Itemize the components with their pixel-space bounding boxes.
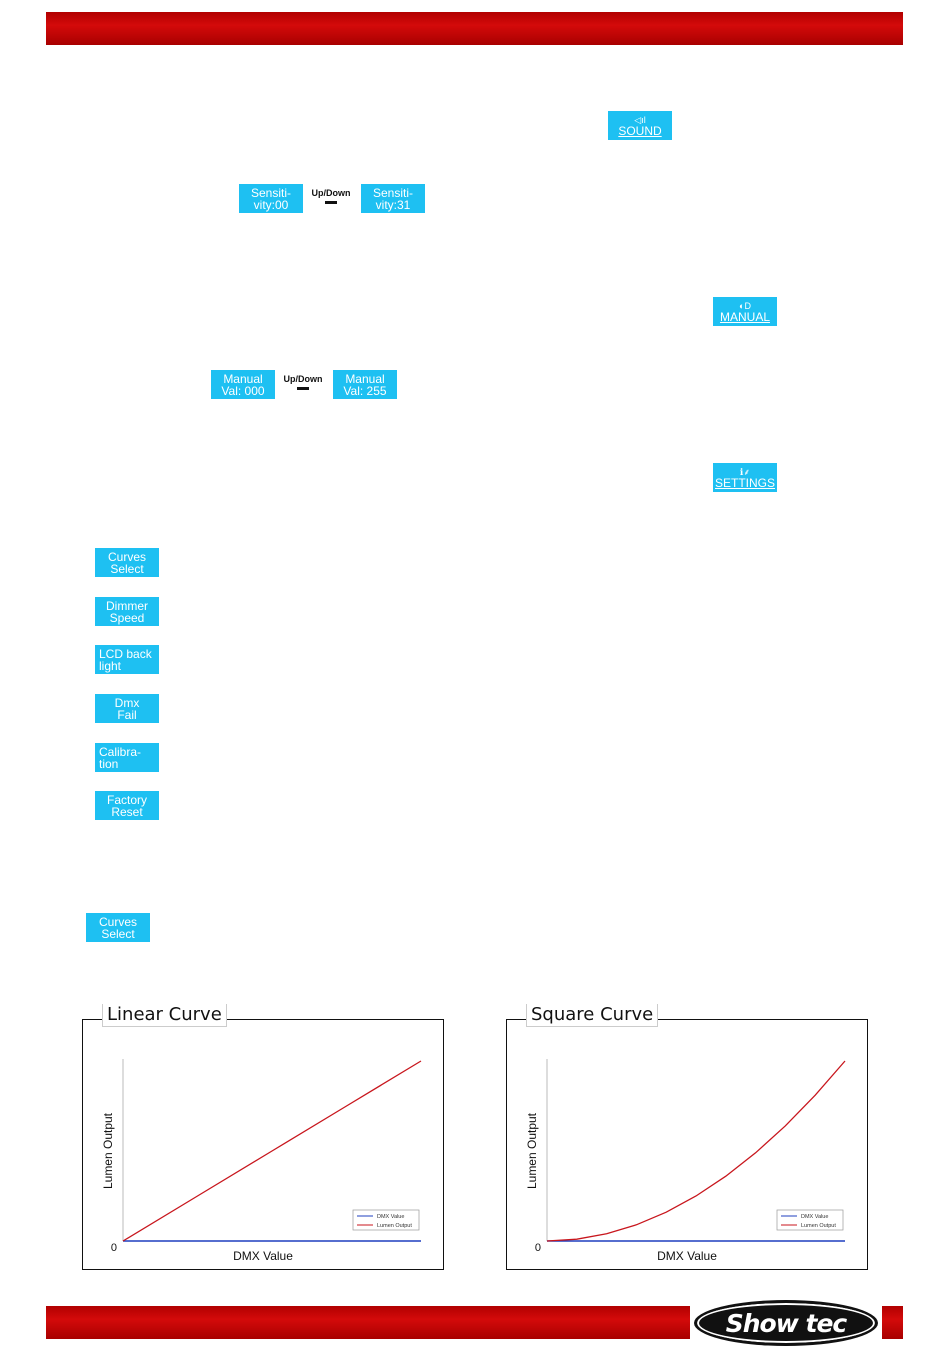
wrench-icon: ℹ⸙ [739, 466, 751, 477]
lcd-curves-select-2 [86, 913, 150, 942]
lcd-line-2: Select [110, 561, 144, 576]
lcd-line-2: Val: 255 [343, 383, 387, 398]
lcd-sensitivity-min [239, 184, 303, 213]
logo-oval [694, 1300, 878, 1346]
lcd-line-2: light [99, 658, 122, 673]
lcd-line-1: Sensiti- [250, 185, 291, 200]
square-curve-plot [507, 1020, 867, 1269]
lcd-manual-max [333, 370, 397, 399]
lcd-backlight [95, 645, 159, 674]
square-curve-title: Square Curve [526, 1004, 658, 1027]
linear-curve-chart [82, 1019, 444, 1270]
logo-text: Show tec [725, 1308, 847, 1338]
lcd-line-1: Curves [98, 914, 137, 929]
lcd-label: MANUAL [719, 309, 770, 324]
lcd-line-1: Curves [107, 549, 146, 564]
header-bar [46, 12, 903, 45]
y-axis-label: Lumen Output [101, 1112, 115, 1190]
up-down-indicator [278, 374, 328, 390]
up-down-label: Up/Down [311, 188, 351, 198]
lcd-manual-min [211, 370, 275, 399]
square-curve-chart [506, 1019, 868, 1270]
linear-curve-title: Linear Curve [102, 1004, 227, 1027]
half-circle-icon: ◐D [739, 300, 751, 311]
lcd-line-1: LCD back [99, 646, 152, 661]
lcd-sensitivity-max [361, 184, 425, 213]
lcd-curves-select [95, 548, 159, 577]
lcd-line-1: Manual [223, 371, 263, 386]
lcd-line-2: tion [99, 756, 119, 771]
lcd-label: SETTINGS [714, 475, 775, 490]
lcd-line-1: Manual [345, 371, 385, 386]
x-axis-label: DMX Value [233, 1249, 293, 1263]
lcd-line-2: vity:00 [253, 197, 289, 212]
lcd-dmx-fail [95, 694, 159, 723]
lcd-line-2: Reset [111, 804, 143, 819]
lcd-label: SOUND [618, 123, 662, 138]
lcd-sound-display [608, 111, 672, 140]
lcd-line-1: Calibra- [99, 744, 142, 759]
lcd-line-2: vity:31 [375, 197, 411, 212]
lcd-manual-display [713, 297, 777, 326]
lcd-line-1: Dimmer [106, 598, 148, 613]
showtec-logo [690, 1299, 882, 1347]
dash-icon [297, 387, 309, 390]
y-axis-label: Lumen Output [525, 1112, 539, 1190]
lcd-factory-reset [95, 791, 159, 820]
lcd-line-1: Dmx [114, 695, 140, 710]
legend-label: Lumen Output [801, 1223, 836, 1229]
up-down-label: Up/Down [283, 374, 323, 384]
lcd-line-2: Val: 000 [221, 383, 265, 398]
speaker-icon: ◁ıl [634, 114, 646, 125]
lcd-line-2: Fail [117, 707, 137, 722]
lcd-line-2: Select [101, 926, 135, 941]
lcd-dimmer-speed [95, 597, 159, 626]
dash-icon [325, 201, 337, 204]
legend-label: Lumen Output [377, 1223, 412, 1229]
lcd-line-1: Sensiti- [372, 185, 413, 200]
lcd-line-1: Factory [106, 792, 147, 807]
x-axis-label: DMX Value [657, 1249, 717, 1263]
linear-curve-plot [83, 1020, 443, 1269]
lcd-settings-display [713, 463, 777, 492]
lcd-line-2: Speed [109, 610, 145, 625]
origin-label: 0 [534, 1242, 541, 1254]
lcd-calibration [95, 743, 159, 772]
up-down-indicator [306, 188, 356, 204]
origin-label: 0 [110, 1242, 117, 1254]
legend-label: DMX Value [377, 1214, 405, 1220]
legend-label: DMX Value [801, 1214, 829, 1220]
